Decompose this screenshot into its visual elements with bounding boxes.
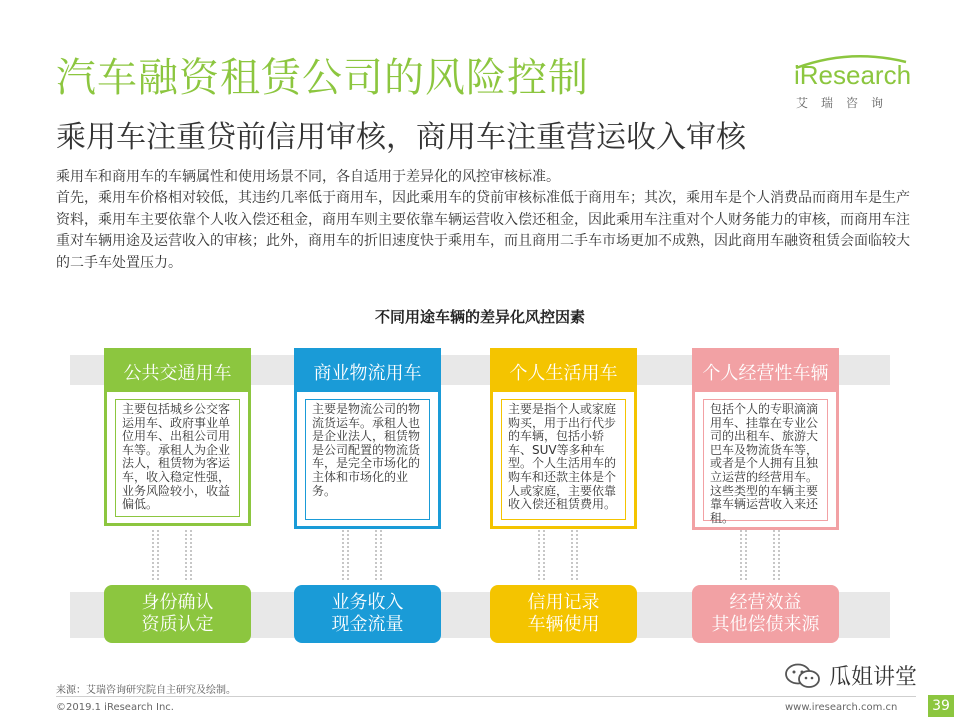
- source-note: 来源：艾瑞咨询研究院自主研究及绘制。: [56, 685, 236, 696]
- watermark: [783, 660, 917, 691]
- wechat-icon: [783, 662, 823, 690]
- connector: [152, 530, 159, 580]
- category-title: 个人经营性车辆: [695, 351, 836, 392]
- risk-factor-box: 经营效益 其他偿债来源: [692, 585, 839, 643]
- connector: [571, 530, 578, 580]
- copyright: ©2019.1 iResearch Inc.: [56, 702, 174, 713]
- page-subtitle: 乘用车注重贷前信用审核，商用车注重营运收入审核: [56, 120, 746, 155]
- category-card-personal-business: [692, 348, 839, 530]
- connector: [538, 530, 545, 580]
- risk-factor-box: 信用记录 车辆使用: [490, 585, 637, 643]
- connector: [185, 530, 192, 580]
- category-card-public-transport: [104, 348, 251, 526]
- connector: [375, 530, 382, 580]
- footer-divider: [56, 696, 916, 697]
- connector: [773, 530, 780, 580]
- category-title: 公共交通用车: [107, 351, 248, 392]
- category-description: 主要是指个人或家庭购买，用于出行代步的车辆，包括小轿车、SUV等多种车型。个人生活用车的购车和还款主体是个人或家庭，主要依靠收入偿还租赁费用。: [501, 399, 626, 520]
- category-description: 包括个人的专职滴滴用车、挂靠在专业公司的出租车、旅游大巴车及物流货车等，或者是个人拥有且独立运营的经营用车。这些类型的车辆主要靠车辆运营收入来还租。: [703, 399, 828, 521]
- category-card-commercial-logistics: [294, 348, 441, 529]
- diagram-title: 不同用途车辆的差异化风控因素: [374, 308, 585, 326]
- page-number: 39: [928, 695, 954, 717]
- category-description: 主要包括城乡公交客运用车、政府事业单位用车、出租公司用车等。承租人为企业法人，租赁物为客运车，收入稳定性强，业务风险较小，收益偏低。: [115, 399, 240, 517]
- logo-wordmark: iResearch: [794, 60, 912, 90]
- category-card-personal-life: [490, 348, 637, 529]
- watermark-text: 瓜姐讲堂: [829, 665, 918, 690]
- category-title: 商业物流用车: [297, 351, 438, 392]
- risk-factor-box: 身份确认 资质认定: [104, 585, 251, 643]
- risk-factor-box: 业务收入 现金流量: [294, 585, 441, 643]
- website-link[interactable]: www.iresearch.com.cn: [785, 702, 898, 713]
- intro-paragraph-2: 首先，乘用车价格相对较低，其违约几率低于商用车，因此乘用车的贷前审核标准低于商用车；其次，乘用车是个人消费品而商用车是生产资料，乘用车主要依靠个人收入偿还租金，商用车则主要依靠车辆运营收入偿还租金，因此乘用车注重对个人财务能力的审核，而商用车注重对车辆用途及运营收入的审核；此外，商用车的折旧速度快于乘用车，而且商用二手车市场更加不成熟，因此商用车融资租赁会面临较大的二手车处置压力。: [56, 190, 910, 271]
- connector: [740, 530, 747, 580]
- connector: [342, 530, 349, 580]
- iresearch-logo: [790, 56, 915, 116]
- page-title: 汽车融资租赁公司的风险控制: [56, 55, 589, 101]
- logo-subtitle: 艾瑞咨询: [796, 96, 897, 110]
- category-description: 主要是物流公司的物流货运车。承租人也是企业法人，租赁物是公司配置的物流货车，是完全市场化的主体和市场化的业务。: [305, 399, 430, 520]
- intro-paragraph-1: 乘用车和商用车的车辆属性和使用场景不同，各自适用于差异化的风控审核标准。: [56, 169, 560, 185]
- category-title: 个人生活用车: [493, 351, 634, 392]
